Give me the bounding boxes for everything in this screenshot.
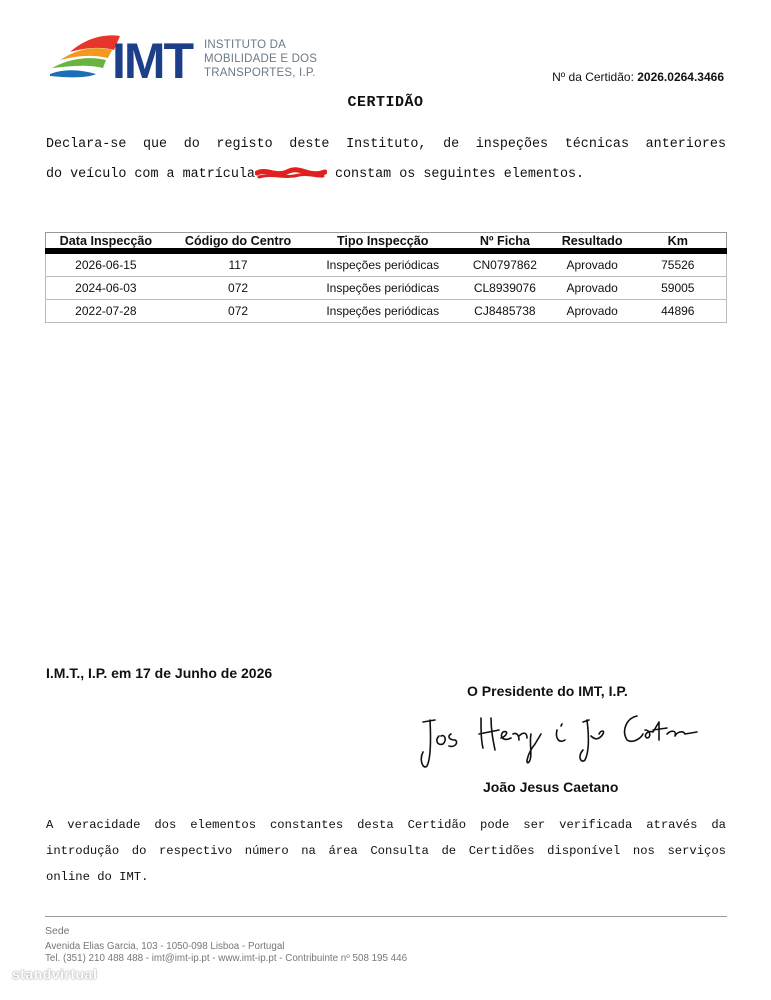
- logo-blue-wave: [50, 70, 96, 77]
- logo-line: TRANSPORTES, I.P.: [204, 67, 316, 79]
- footer-address: Avenida Elias Garcia, 103 - 1050-098 Lisboa - Portugal: [45, 941, 285, 952]
- declaration-text: do veículo com a matrícula: [46, 167, 255, 182]
- table-row: [46, 277, 727, 300]
- cell-inspection-type: Inspeções periódicas: [310, 251, 455, 277]
- table-row: [46, 251, 727, 277]
- watermark: [12, 966, 97, 982]
- cell-result: Aprovado: [555, 251, 630, 277]
- certificate-number-value: 2026.0264.3466: [637, 70, 724, 84]
- cell-result: Aprovado: [555, 300, 630, 323]
- cell-km: 59005: [630, 277, 727, 300]
- certificate-number: [552, 70, 724, 84]
- logo-institute-name: [204, 38, 317, 80]
- inspection-table: [45, 232, 727, 323]
- handwritten-signature: [415, 700, 700, 775]
- logo-wordmark: IMT: [112, 33, 193, 86]
- column-header: Resultado: [555, 233, 630, 252]
- place-and-date: I.M.T., I.P. em 17 de Junho de 2026: [46, 665, 273, 681]
- column-header: Tipo Inspecção: [310, 233, 455, 252]
- certificate-number-label: Nº da Certidão:: [552, 70, 638, 84]
- watermark-text: standvirtual: [12, 966, 98, 982]
- president-name: João Jesus Caetano: [483, 779, 619, 795]
- cell-km: 44896: [630, 300, 727, 323]
- declaration-text: constam os seguintes elementos.: [326, 167, 585, 182]
- cell-inspection-type: Inspeções periódicas: [310, 300, 455, 323]
- table-header-row: [46, 233, 727, 252]
- cell-result: Aprovado: [555, 277, 630, 300]
- president-title: O Presidente do IMT, I.P.: [467, 683, 628, 699]
- cell-date: 2024-06-03: [46, 277, 166, 300]
- footer-divider: [45, 916, 727, 917]
- verification-line: A veracidade dos elementos constantes desta Certidão pode ser verificada através da: [46, 818, 726, 832]
- cell-date: 2022-07-28: [46, 300, 166, 323]
- cell-center-code: 072: [166, 300, 311, 323]
- declaration-line-1: Declara-se que do registo deste Instituto, de inspeções técnicas anteriores: [46, 137, 726, 152]
- cell-center-code: 117: [166, 251, 311, 277]
- column-header: Data Inspecção: [46, 233, 166, 252]
- redaction-scribble: [255, 167, 327, 180]
- cell-inspection-type: Inspeções periódicas: [310, 277, 455, 300]
- column-header: Nº Ficha: [455, 233, 555, 252]
- page-title: CERTIDÃO: [347, 94, 424, 111]
- verification-line: introdução do respectivo número na área Consulta de Certidões disponível nos serviços: [46, 844, 726, 858]
- verification-text: [46, 812, 726, 890]
- cell-sheet-number: CJ8485738: [455, 300, 555, 323]
- declaration-line-2: [46, 160, 584, 190]
- cell-center-code: 072: [166, 277, 311, 300]
- logo-line: MOBILIDADE E DOS: [204, 53, 318, 65]
- verification-line: online do IMT.: [46, 870, 149, 884]
- logo-line: INSTITUTO DA: [204, 39, 287, 51]
- logo-green-swoosh: [52, 58, 106, 68]
- column-header: Km: [630, 233, 727, 252]
- column-header: Código do Centro: [166, 233, 311, 252]
- footer-sede-label: Sede: [45, 925, 70, 937]
- cell-sheet-number: CN0797862: [455, 251, 555, 277]
- cell-km: 75526: [630, 251, 727, 277]
- table-row: [46, 300, 727, 323]
- cell-date: 2026-06-15: [46, 251, 166, 277]
- cell-sheet-number: CL8939076: [455, 277, 555, 300]
- footer-contacts: Tel. (351) 210 488 488 - imt@imt-ip.pt - www.imt-ip.pt - Contribuinte nº 508 195 446: [45, 953, 408, 964]
